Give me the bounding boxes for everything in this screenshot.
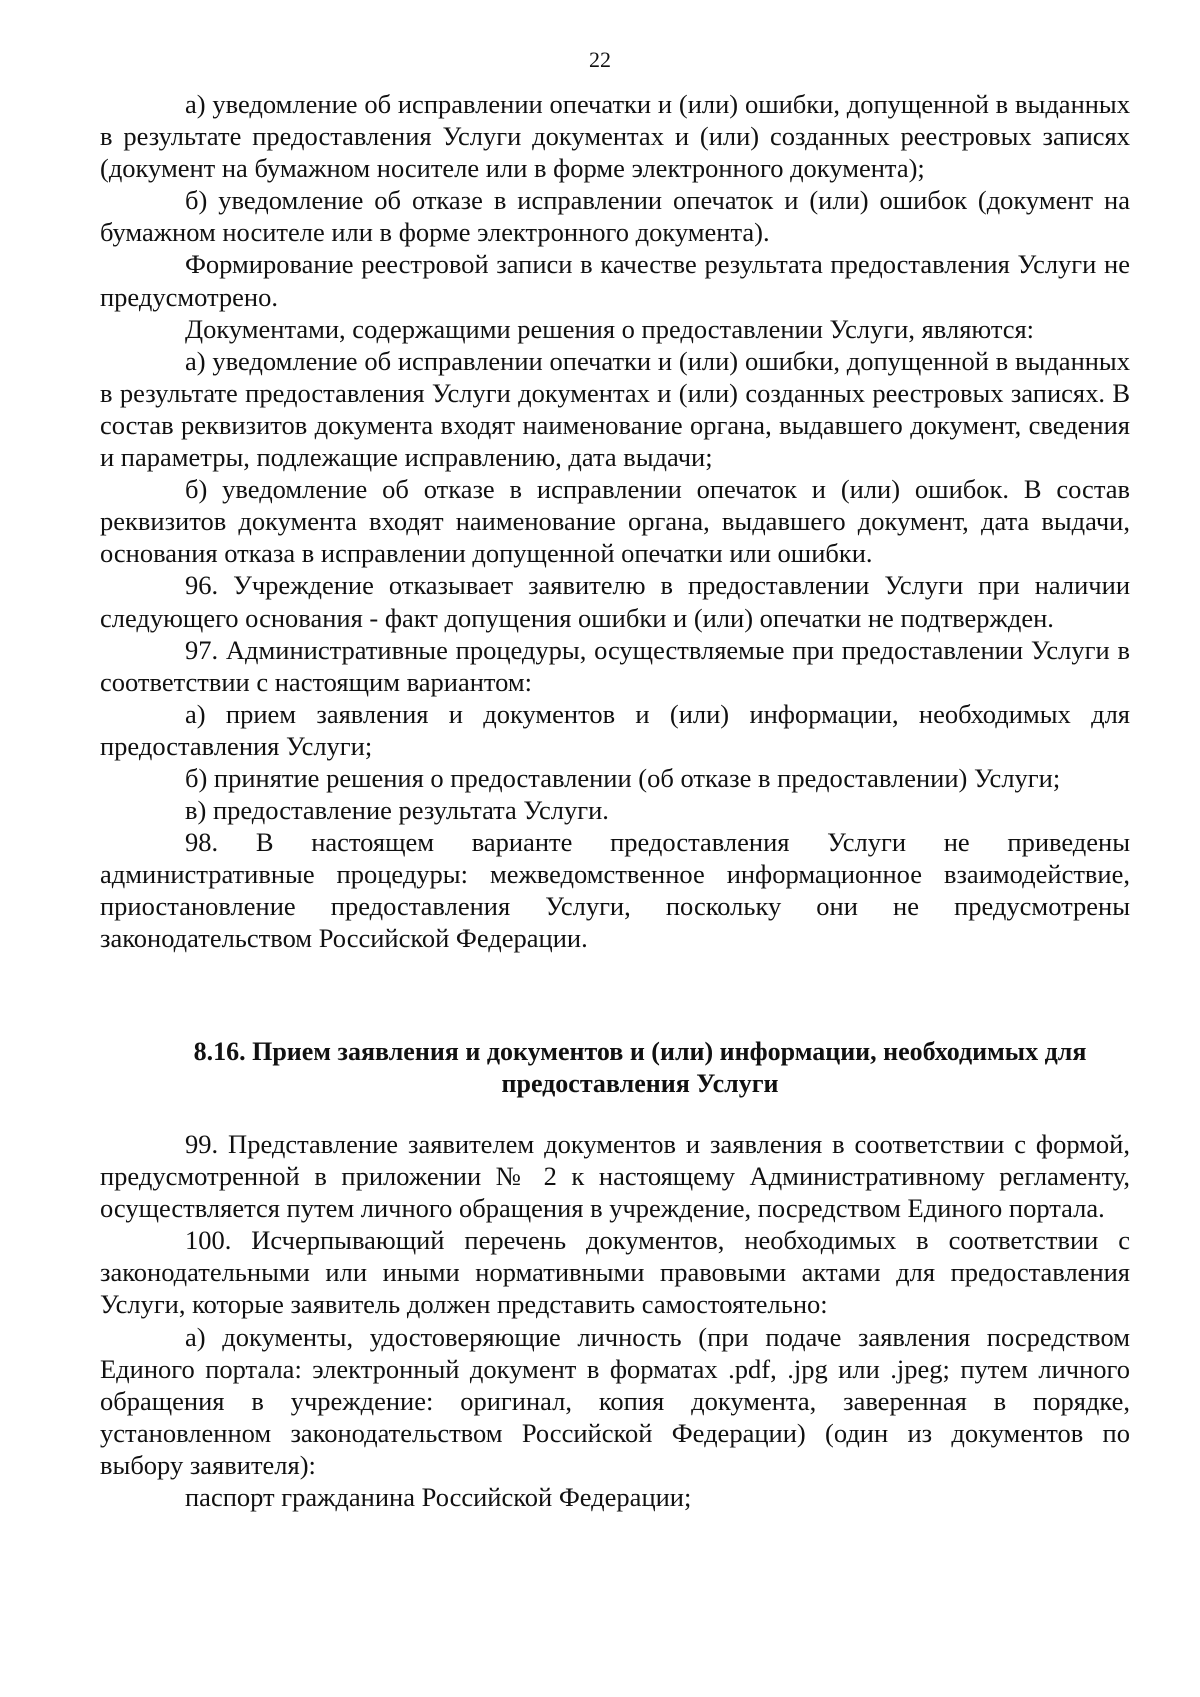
top-text-block — [100, 88, 1130, 955]
paragraph-registry-record: Формирование реестровой записи в качестве результата предоставления Услуги не предусмотрено. — [100, 249, 1130, 312]
paragraph-procedure-a: а) прием заявления и документов и (или) информации, необходимых для предоставления Услуги; — [100, 698, 1130, 761]
paragraph-item-100: 100. Исчерпывающий перечень документов, необходимых в соответствии с законодательными или иными нормативными правовыми актами для предоставления Услуги, которые заявитель должен представить самостоятельно: — [100, 1225, 1130, 1320]
paragraph-decision-notice-a: а) уведомление об исправлении опечатки и (или) ошибки, допущенной в выданных в результате предоставления Услуги документах и (или) созданных реестровых записях. В состав реквизитов документа входят наименование органа, выдавшего документ, сведения и параметры, подлежащие исправлению, дата выдачи; — [100, 345, 1130, 473]
paragraph-decision-documents: Документами, содержащими решения о предоставлении Услуги, являются: — [185, 313, 1035, 344]
paragraph-passport: паспорт гражданина Российской Федерации; — [185, 1482, 692, 1513]
paragraph-decision-notice-b: б) уведомление об отказе в исправлении опечаток и (или) ошибок. В состав реквизитов документа входят наименование органа, выдавшего документ, дата выдачи, основания отказа в исправлении допущенной опечатки или ошибки. — [100, 474, 1130, 569]
paragraph-identity-documents: а) документы, удостоверяющие личность (при подаче заявления посредством Единого портала: электронный документ в форматах .pdf, .jpg или .jpeg; путем личного обращения в учреждение: оригинал, копия документа, заверенная в порядке, установленном законодательством Российской Федерации) (один из документов по выбору заявителя): — [100, 1321, 1130, 1480]
paragraph-procedure-b: б) принятие решения о предоставлении (об отказе в предоставлении) Услуги; — [185, 762, 1061, 793]
paragraph-result-notice-a: а) уведомление об исправлении опечатки и (или) ошибки, допущенной в выданных в результате предоставления Услуги документах и (или) созданных реестровых записях (документ на бумажном носителе или в форме электронного документа); — [100, 89, 1130, 184]
paragraph-item-99: 99. Представление заявителем документов и заявления в соответствии с формой, предусмотренной в приложении № 2 к настоящему Административному регламенту, осуществляется путем личного обращения в учреждение, посредством Единого портала. — [100, 1129, 1130, 1224]
paragraph-item-96: 96. Учреждение отказывает заявителю в предоставлении Услуги при наличии следующего основания - факт допущения ошибки и (или) опечатки не подтвержден. — [100, 570, 1130, 633]
paragraph-item-98: 98. В настоящем варианте предоставления Услуги не приведены административные процедуры: межведомственное информационное взаимодействие, приостановление предоставления Услуги, поскольку они не предусмотрены законодательством Российской Федерации. — [100, 827, 1130, 954]
paragraph-result-notice-b: б) уведомление об отказе в исправлении опечаток и (или) ошибок (документ на бумажном носителе или в форме электронного документа). — [100, 185, 1130, 248]
section-heading: 8.16. Прием заявления и документов и (или) информации, необходимых для предоставления Услуги — [193, 1037, 1087, 1098]
paragraph-item-97: 97. Административные процедуры, осуществляемые при предоставлении Услуги в соответствии с настоящим вариантом: — [100, 634, 1130, 697]
page-number: 22 — [589, 47, 611, 72]
bottom-text-block — [100, 1128, 1130, 1513]
paragraph-procedure-c: в) предоставление результата Услуги. — [185, 795, 609, 826]
